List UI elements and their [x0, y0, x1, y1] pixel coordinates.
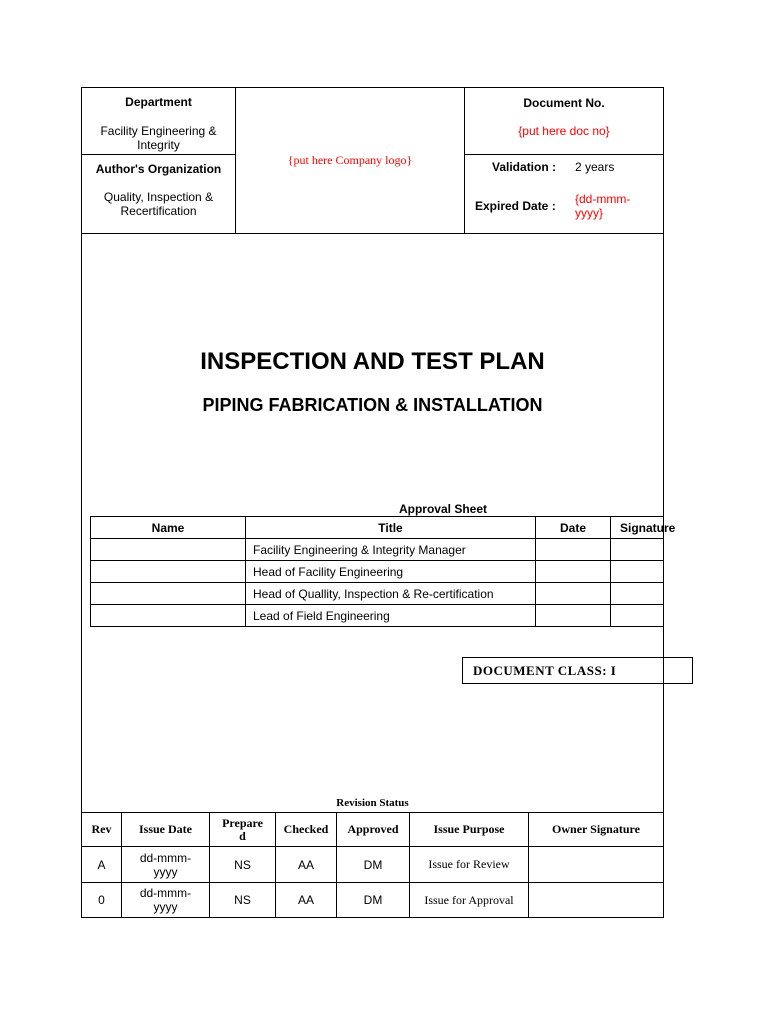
- revision-row-approved: DM: [363, 857, 383, 872]
- approval-header-signature: Signature: [620, 520, 676, 535]
- author-org-value: Quality, Inspection & Recertification: [103, 190, 214, 218]
- approval-header-date: Date: [559, 520, 586, 535]
- department-label: Department: [125, 95, 192, 109]
- revision-row-purpose: Issue for Approval: [424, 892, 514, 907]
- revision-row-rev: A: [97, 857, 106, 872]
- approval-header-title: Title: [378, 520, 403, 535]
- document-class-box: DOCUMENT CLASS: I: [462, 657, 693, 684]
- expired-date-line2: yyyy}: [575, 206, 604, 220]
- revision-row-approved: DM: [363, 893, 383, 907]
- revision-header-prepared-line1: Prepare: [222, 815, 263, 830]
- revision-row-date: [122, 883, 209, 917]
- revision-row-date: [122, 847, 209, 882]
- document-subtitle: PIPING FABRICATION & INSTALLATION: [202, 395, 543, 415]
- revision-row-purpose: Issue for Review: [428, 857, 510, 871]
- approval-row-title: Lead of Field Engineering: [253, 608, 390, 623]
- revision-header-issue-date: Issue Date: [139, 822, 192, 836]
- approval-row-title: Facility Engineering & Integrity Manager: [253, 542, 466, 557]
- revision-header-prepared-line2: d: [239, 828, 246, 843]
- revision-row-prepared: NS: [234, 857, 251, 872]
- revision-header-owner-signature: Owner Signature: [552, 822, 640, 836]
- document-no-value: {put here doc no}: [518, 124, 610, 138]
- approval-header-name: Name: [151, 520, 185, 535]
- revision-status-caption: Revision Status: [336, 797, 409, 809]
- revision-row-date-line1: dd-mmm-: [139, 850, 192, 865]
- revision-header-checked: Checked: [283, 822, 329, 836]
- revision-header-rev: Rev: [91, 822, 112, 836]
- revision-row-prepared: NS: [234, 893, 251, 907]
- department-value: Facility Engineering & Integrity: [100, 124, 217, 152]
- author-org-label: Author's Organization: [95, 162, 222, 176]
- expired-date-line1: {dd-mmm-: [575, 192, 631, 206]
- approval-sheet-caption: Approval Sheet: [398, 502, 488, 516]
- revision-header-prepared: [210, 813, 275, 846]
- revision-row-checked: AA: [297, 857, 314, 872]
- revision-row-rev: 0: [98, 893, 105, 907]
- document-title: INSPECTION AND TEST PLAN: [200, 348, 545, 375]
- approval-row-title: Head of Quallity, Inspection & Re-certification: [253, 586, 494, 601]
- revision-row-date-line1: dd-mmm-: [139, 886, 192, 900]
- revision-row-date-line2: yyyy: [153, 864, 178, 879]
- revision-row-checked: AA: [297, 893, 314, 907]
- expired-date-label: Expired Date :: [475, 199, 556, 213]
- validation-label: Validation :: [492, 160, 557, 174]
- revision-header-approved: Approved: [347, 822, 399, 836]
- document-no-label: Document No.: [523, 96, 605, 110]
- approval-row-title: Head of Facility Engineering: [253, 564, 404, 579]
- company-logo-placeholder: {put here Company logo}: [287, 153, 413, 167]
- validation-value: 2 years: [575, 160, 615, 174]
- revision-header-issue-purpose: Issue Purpose: [433, 822, 505, 836]
- expired-date-value: [575, 192, 630, 220]
- revision-row-date-line2: yyyy: [153, 900, 178, 914]
